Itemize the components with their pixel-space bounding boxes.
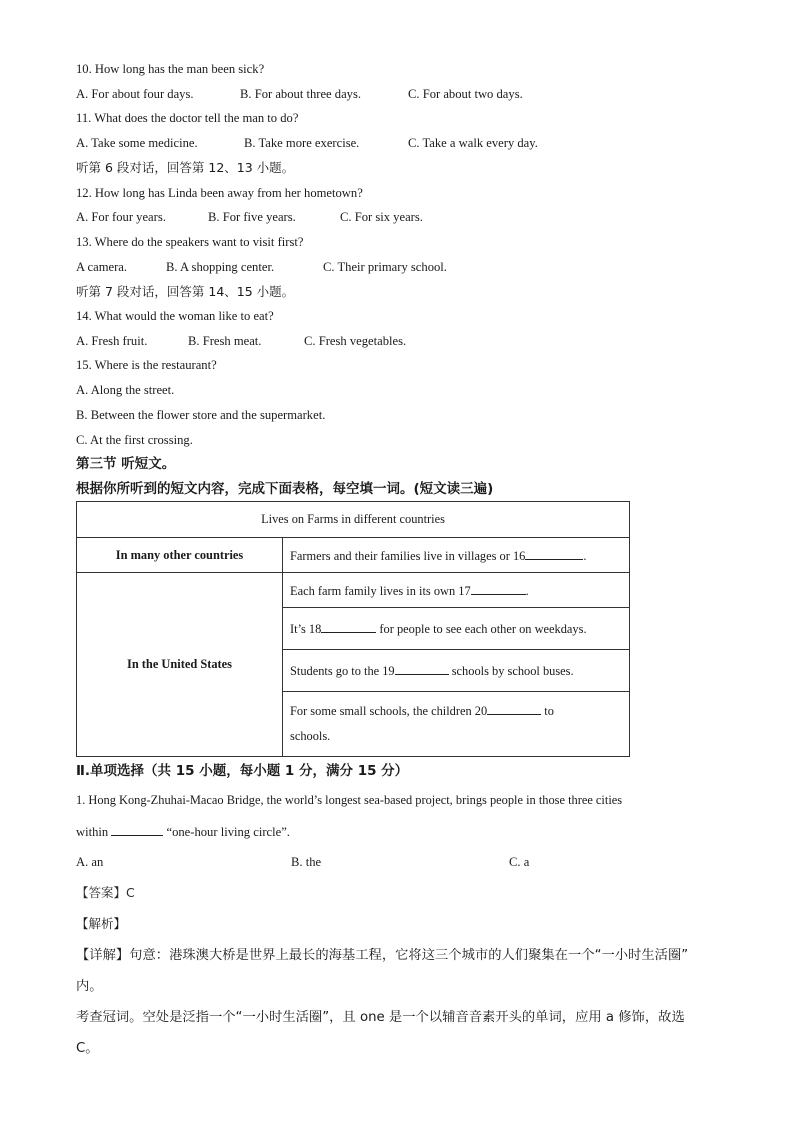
question-15: 15. Where is the restaurant? xyxy=(76,358,217,372)
option-c: C. For about two days. xyxy=(408,87,523,101)
option-a: A. an xyxy=(76,855,104,869)
blank-19 xyxy=(395,662,449,675)
option-c: C. Fresh vegetables. xyxy=(304,334,407,348)
detail-line-1: 【详解】句意：港珠澳大桥是世界上最长的海基工程，它将这三个城市的人们聚集在一个“一小时生活圈” xyxy=(76,948,689,963)
option-b: B. Fresh meat. xyxy=(188,334,262,348)
row-label-united-states: In the United States xyxy=(77,573,283,757)
dialog-7-instruction: 听第 7 段对话，回答第 14、15 小题。 xyxy=(76,284,295,299)
blank-16 xyxy=(525,547,583,560)
q1-blank xyxy=(111,823,163,836)
detail-line-2: 内。 xyxy=(76,979,103,994)
option-b: B. For five years. xyxy=(208,210,296,224)
cell-text: It’s 18 xyxy=(290,622,322,636)
option-c: C. a xyxy=(509,855,530,869)
question-11: 11. What does the doctor tell the man to do? xyxy=(76,111,299,125)
blank-18 xyxy=(321,620,376,633)
explain-line-1: 考查冠词。空处是泛指一个“一小时生活圈”，且 one 是一个以辅音音素开头的单词，应用 a 修饰，故选 xyxy=(76,1010,685,1025)
option-a: A. For four years. xyxy=(76,210,166,224)
option-b: B. For about three days. xyxy=(240,87,362,101)
cell-text: Farmers and their families live in villages or 16 xyxy=(290,548,526,563)
question-15-option-c: C. At the first crossing. xyxy=(76,433,193,447)
option-a: A. Fresh fruit. xyxy=(76,334,148,348)
question-15-option-a: A. Along the street. xyxy=(76,383,175,397)
question-14: 14. What would the woman like to eat? xyxy=(76,309,274,323)
section-3-title: 第三节 听短文。 xyxy=(76,456,176,472)
q1-text-pre: within xyxy=(76,825,112,839)
option-c: C. For six years. xyxy=(340,210,423,224)
question-12: 12. How long has Linda been away from her hometown? xyxy=(76,186,363,200)
section-3-instruction: 根据你所听到的短文内容，完成下面表格，每空填一词。(短文读三遍) xyxy=(76,481,494,497)
option-a: A. Take some medicine. xyxy=(76,136,198,150)
answer-label: 【答案】C xyxy=(76,885,135,900)
table-cell-18 xyxy=(283,608,630,650)
option-b: B. Take more exercise. xyxy=(244,136,360,150)
table-cell-19 xyxy=(283,650,630,692)
cell-text: schools. xyxy=(290,729,331,743)
option-b: B. the xyxy=(291,855,322,869)
blank-20 xyxy=(487,702,541,715)
cell-text: For some small schools, the children 20 xyxy=(290,704,488,718)
part-2-title: Ⅱ.单项选择（共 15 小题，每小题 1 分，满分 15 分） xyxy=(76,763,409,779)
option-a: A camera. xyxy=(76,260,128,274)
table-header: Lives on Farms in different countries xyxy=(77,502,630,538)
table-cell-20 xyxy=(283,692,630,757)
option-a: A. For about four days. xyxy=(76,87,194,101)
fill-in-table xyxy=(76,501,630,757)
cell-text: schools by school buses. xyxy=(448,664,574,678)
table-cell-16: Farmers and their families live in villages or 16 . xyxy=(283,538,630,573)
part-2-question-1-line-2 xyxy=(76,823,290,840)
q1-text-post: “one-hour living circle”. xyxy=(163,825,290,839)
cell-text: for people to see each other on weekdays. xyxy=(376,622,587,636)
option-c: C. Their primary school. xyxy=(323,260,447,274)
cell-text: Students go to the 19 xyxy=(290,664,395,678)
option-b: B. A shopping center. xyxy=(166,260,275,274)
question-13: 13. Where do the speakers want to visit first? xyxy=(76,235,304,249)
dialog-6-instruction: 听第 6 段对话，回答第 12、13 小题。 xyxy=(76,160,295,175)
cell-text: to xyxy=(541,704,554,718)
analysis-label: 【解析】 xyxy=(76,916,127,931)
cell-text: Each farm family lives in its own 17 xyxy=(290,583,471,598)
explain-line-2: C。 xyxy=(76,1041,99,1056)
question-15-option-b: B. Between the flower store and the supermarket. xyxy=(76,408,326,422)
row-label-other-countries: In many other countries xyxy=(77,538,283,573)
question-10: 10. How long has the man been sick? xyxy=(76,62,265,76)
option-c: C. Take a walk every day. xyxy=(408,136,538,150)
part-2-question-1-line-1: 1. Hong Kong-Zhuhai-Macao Bridge, the world’s longest sea-based project, brings people in those three cities xyxy=(76,793,623,807)
table-cell-17: Each farm family lives in its own 17 . xyxy=(283,573,630,608)
blank-17 xyxy=(471,582,526,595)
